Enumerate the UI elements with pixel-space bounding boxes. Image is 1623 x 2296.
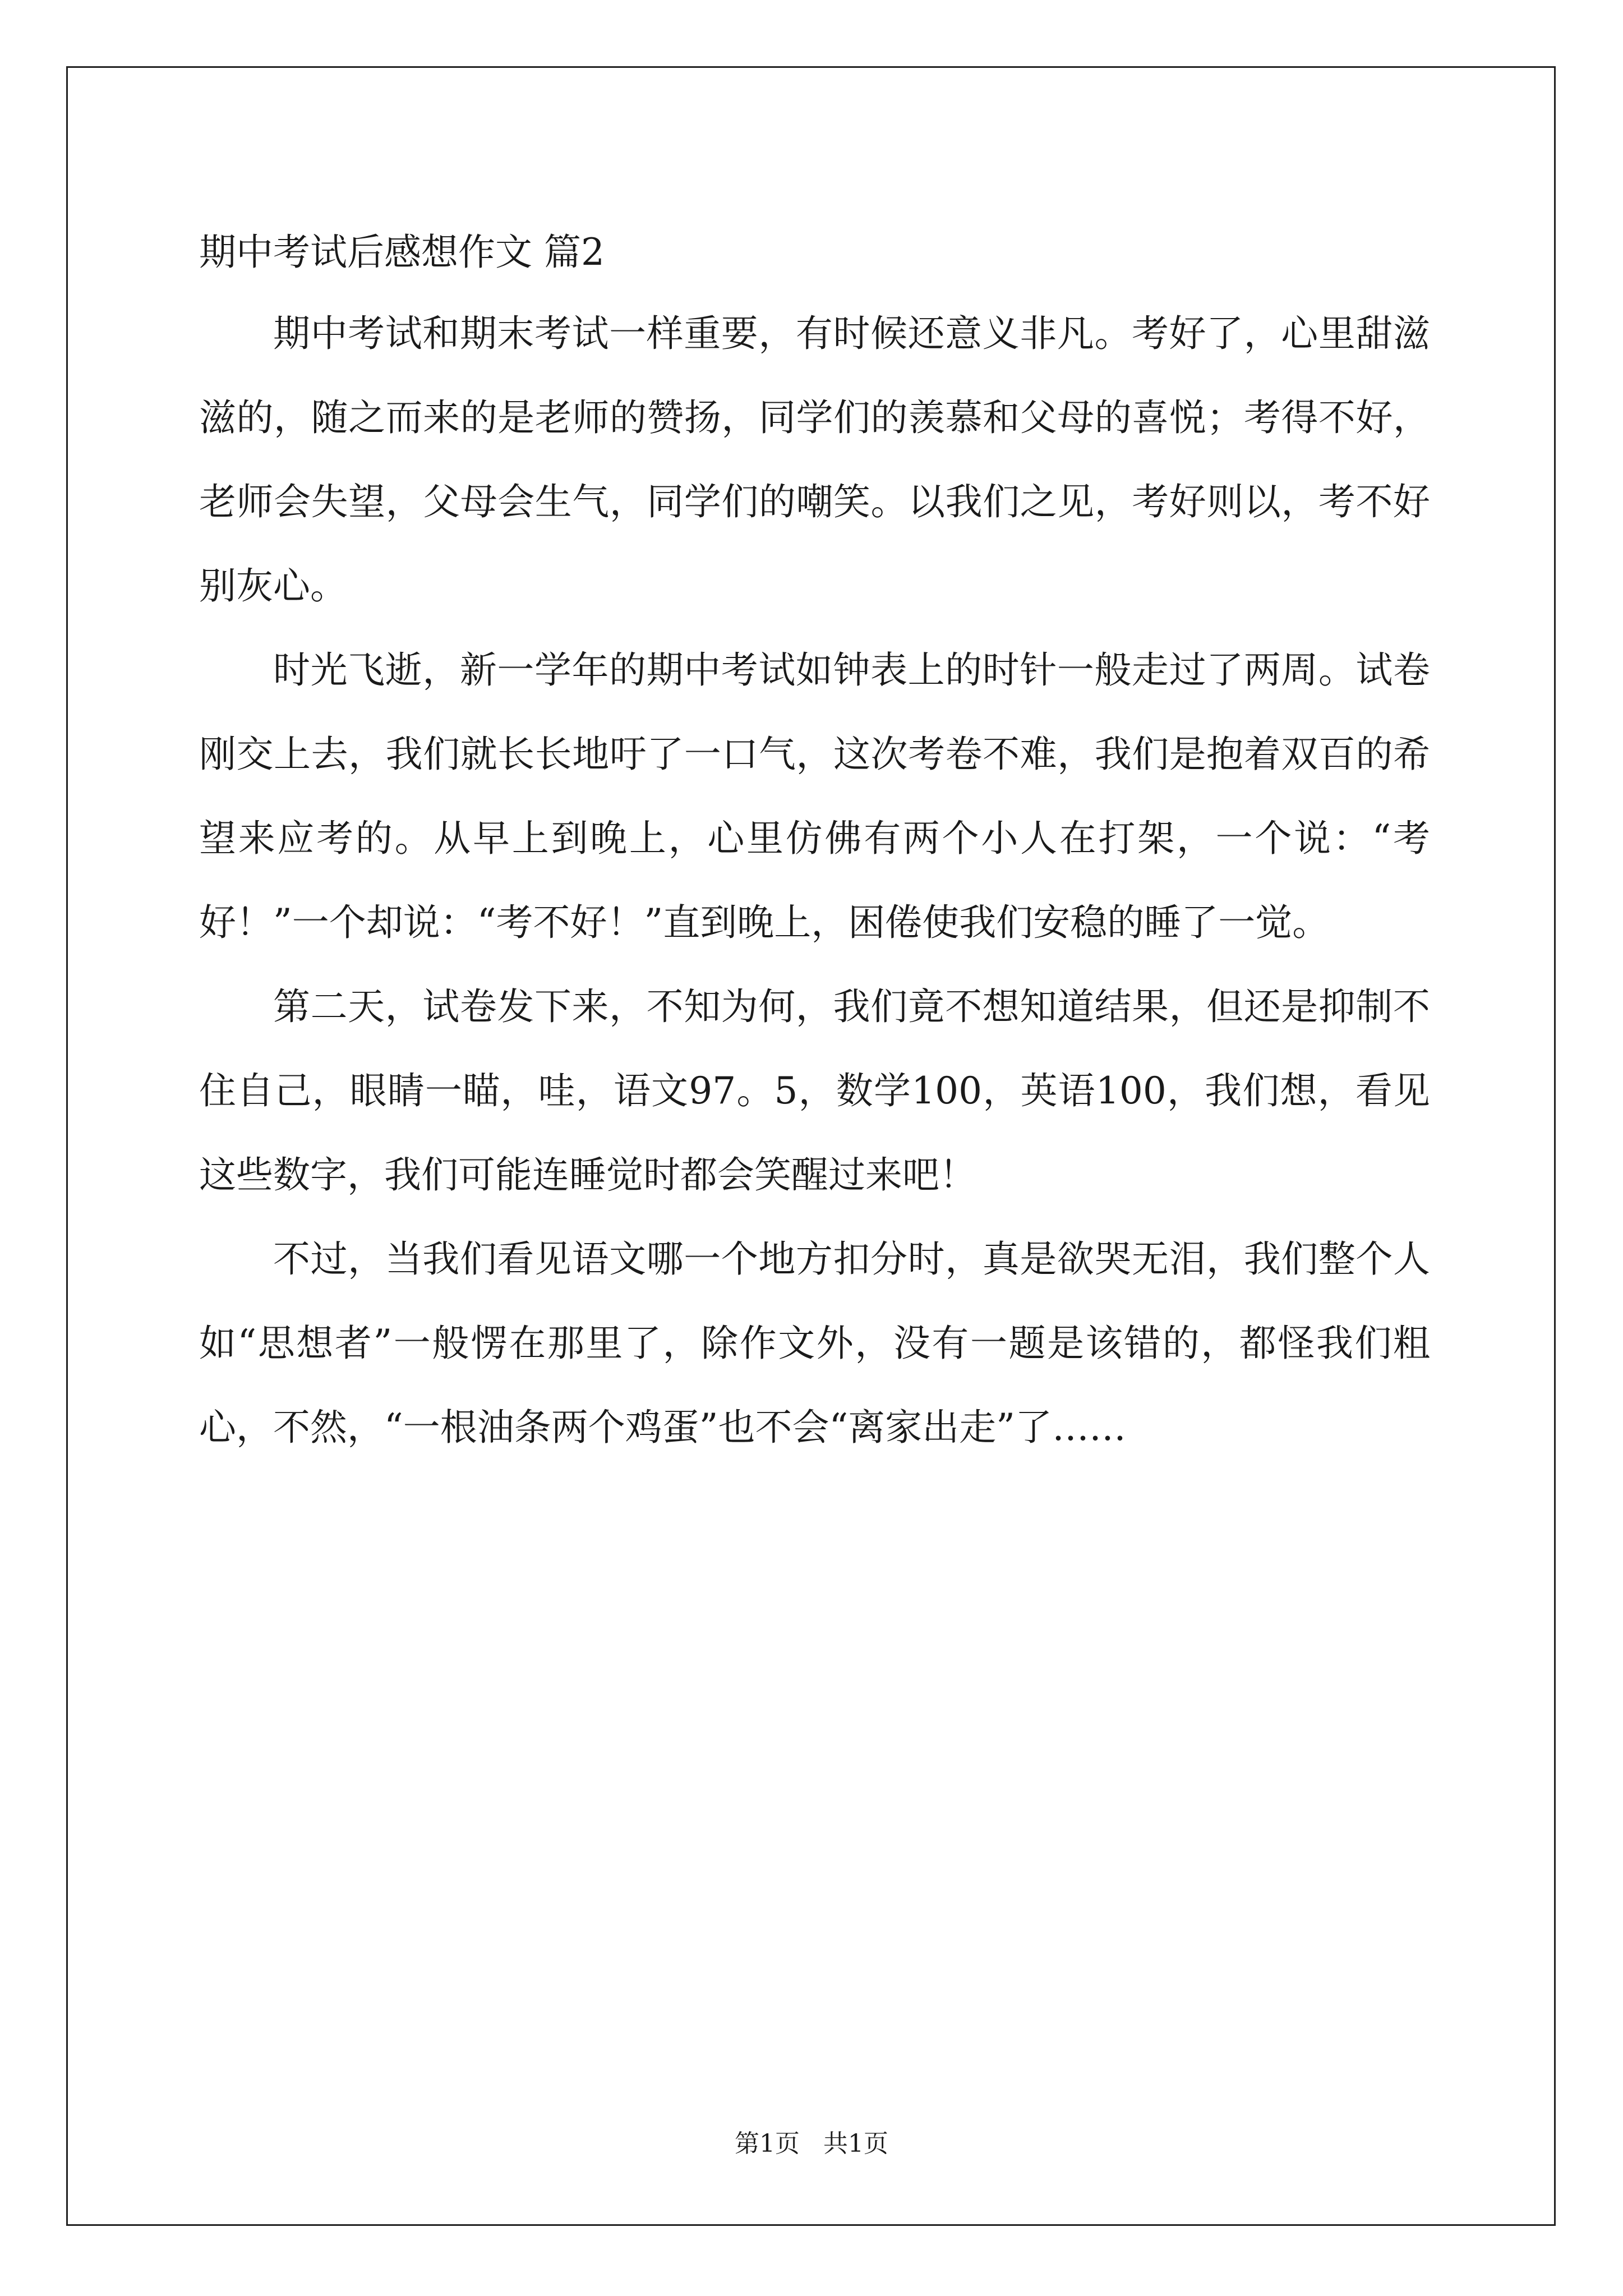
paragraph-4: 不过，当我们看见语文哪一个地方扣分时，真是欲哭无泪，我们整个人如“思想者”一般愣在那里了，除作文外，没有一题是该错的，都怪我们粗心，不然，“一根油条两个鸡蛋”也不会“离家出走”了…… — [199, 1237, 1430, 1449]
paragraph-1: 期中考试和期末考试一样重要，有时候还意义非凡。考好了，心里甜滋滋的，随之而来的是老师的赞扬，同学们的羡慕和父母的喜悦；考得不好，老师会失望，父母会生气，同学们的嘲笑。以我们之见，考好则以，考不好别灰心。 — [199, 312, 1430, 608]
document-title: 期中考试后感想作文 篇2 — [199, 231, 605, 274]
page-footer: 第1页 共1页 — [735, 2129, 888, 2158]
paragraph-2: 时光飞逝，新一学年的期中考试如钟表上的时针一般走过了两周。试卷刚交上去，我们就长长地吁了一口气，这次考卷不难，我们是抱着双百的希望来应考的。从早上到晚上，心里仿佛有两个小人在打架，一个说：“考好！”一个却说：“考不好！”直到晚上，困倦使我们安稳的睡了一觉。 — [199, 648, 1430, 944]
document-body — [199, 213, 1430, 1470]
paragraph-3: 第二天，试卷发下来，不知为何，我们竟不想知道结果，但还是抑制不住自己，眼睛一瞄，哇，语文97。5，数学100，英语100，我们想，看见这些数字，我们可能连睡觉时都会笑醒过来吧！ — [199, 985, 1430, 1197]
